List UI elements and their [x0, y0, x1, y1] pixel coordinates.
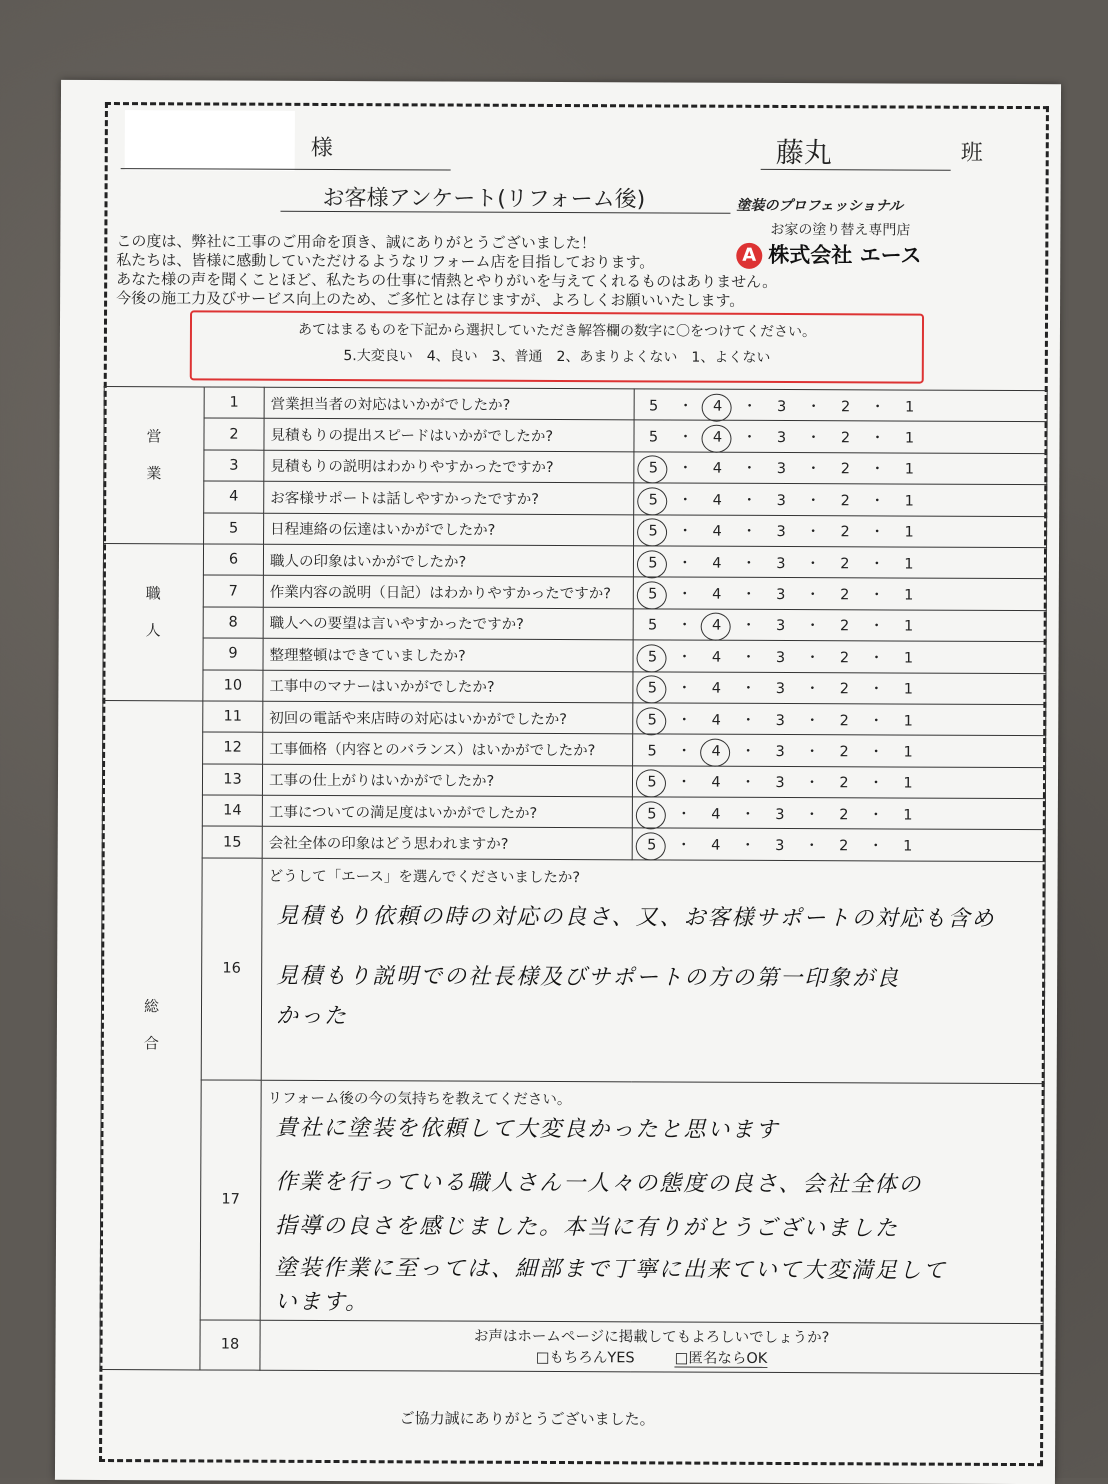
intro-text: [116, 232, 976, 312]
rating-options: [633, 671, 1046, 704]
publish-consent: [260, 1320, 1043, 1373]
separator-dot: ・: [678, 398, 693, 415]
rating-option[interactable]: 5: [640, 461, 666, 477]
question-number: 15: [202, 826, 262, 858]
separator-dot: ・: [868, 744, 884, 761]
rating-option[interactable]: 4: [711, 806, 721, 823]
rating-option[interactable]: 1: [903, 744, 913, 761]
separator-dot: ・: [677, 492, 693, 509]
question-number: 11: [203, 701, 263, 733]
question-number: 18: [200, 1320, 260, 1370]
freeform-answer[interactable]: [260, 1080, 1044, 1323]
subtagline: お家の塗り替え専門店: [770, 221, 911, 239]
rating-options: [634, 483, 1047, 516]
rating-options: [634, 389, 1047, 422]
separator-dot: ・: [676, 712, 692, 729]
rating-option[interactable]: 5: [647, 743, 657, 760]
separator-dot: ・: [805, 587, 821, 604]
rating-options: [634, 514, 1047, 547]
separator-dot: ・: [677, 523, 693, 540]
rating-option[interactable]: 2: [839, 712, 849, 729]
separator-dot: ・: [676, 774, 692, 791]
rating-option[interactable]: 1: [904, 587, 914, 604]
separator-dot: ・: [741, 586, 757, 603]
separator-dot: ・: [806, 430, 821, 447]
rating-option[interactable]: 5: [648, 617, 658, 634]
rating-option[interactable]: 5: [639, 712, 665, 728]
rating-option[interactable]: 1: [904, 556, 914, 573]
rating-option[interactable]: 3: [775, 775, 785, 792]
separator-dot: ・: [806, 398, 821, 415]
rating-option[interactable]: 3: [776, 524, 786, 541]
separator-dot: ・: [677, 617, 692, 635]
separator-dot: ・: [868, 712, 884, 730]
separator-dot: ・: [868, 838, 884, 855]
rating-option[interactable]: 2: [839, 744, 849, 761]
handwritten-answer: 見積もり依頼の時の対応の良さ、又、お客様サポートの対応も含め: [276, 903, 996, 932]
rating-option[interactable]: 3: [776, 555, 786, 572]
han-label: 班: [960, 140, 983, 166]
rating-option[interactable]: 5: [639, 775, 665, 791]
rating-option[interactable]: 1: [904, 493, 914, 510]
rating-options: [633, 734, 1046, 767]
handwritten-answer: 塗装作業に至っては、細部まで丁寧に出来ていて大変満足して: [274, 1255, 947, 1284]
question-text: 営業担当者の対応はいかがでしたか?: [264, 387, 634, 420]
question-row: [103, 669, 1046, 705]
rating-option[interactable]: 4: [704, 430, 730, 446]
question-text: 職人への要望は言いやすかったですか?: [263, 607, 633, 640]
separator-dot: ・: [678, 429, 693, 446]
question-text: 職人の印象はいかがでしたか?: [263, 544, 633, 577]
rating-option[interactable]: 2: [839, 806, 849, 824]
rating-option[interactable]: 1: [903, 713, 913, 730]
rating-option[interactable]: 4: [712, 461, 723, 478]
separator-dot: ・: [741, 618, 756, 635]
separator-dot: ・: [742, 461, 757, 478]
question-row: [103, 700, 1046, 736]
rating-option[interactable]: 1: [903, 838, 913, 855]
question-row: [104, 512, 1047, 548]
rating-option[interactable]: 2: [839, 650, 850, 667]
category-overall: 総合: [100, 700, 203, 1369]
rating-option[interactable]: 2: [839, 838, 849, 855]
instruction-box: [190, 310, 924, 383]
separator-dot: ・: [804, 712, 820, 729]
separator-dot: ・: [804, 806, 820, 823]
rating-option[interactable]: 5: [640, 586, 666, 602]
separator-dot: ・: [869, 524, 885, 541]
separator-dot: ・: [742, 429, 757, 446]
rating-option[interactable]: 3: [776, 618, 786, 635]
rating-option[interactable]: 2: [840, 430, 851, 447]
rating-option[interactable]: 4: [711, 649, 722, 666]
scale-legend: 5.大変良い 4、良い 3、普通 2、あまりよくない 1、よくない: [343, 348, 771, 366]
rating-option[interactable]: 3: [776, 461, 787, 478]
rating-option[interactable]: 2: [840, 587, 850, 604]
survey-table: [99, 386, 1047, 1374]
rating-option[interactable]: 4: [703, 744, 729, 760]
tagline: 塗装のプロフェッショナル: [736, 197, 903, 215]
rating-option[interactable]: 4: [711, 712, 721, 729]
question-row: [103, 732, 1046, 768]
instruction-line: あてはまるものを下記から選択していただき解答欄の数字に〇をつけてください。: [297, 321, 817, 341]
rating-options: [633, 609, 1046, 642]
separator-dot: ・: [806, 461, 821, 478]
rating-option[interactable]: 5: [640, 524, 666, 540]
rating-option[interactable]: 4: [712, 555, 722, 572]
question-prompt: どうして「エース」を選んでくださいましたか?: [268, 868, 581, 886]
rating-option[interactable]: 5: [639, 681, 665, 697]
separator-dot: ・: [676, 743, 692, 760]
question-row: [104, 387, 1047, 423]
question-text: 日程連絡の伝達はいかがでしたか?: [264, 513, 634, 546]
separator-dot: ・: [870, 430, 885, 447]
separator-dot: ・: [869, 618, 884, 635]
handwritten-answer: 貴社に塗装を依頼して大変良かったと思います: [275, 1115, 780, 1143]
rating-option[interactable]: 4: [712, 523, 722, 540]
rating-option[interactable]: 5: [640, 649, 666, 665]
question-prompt: お声はホームページに掲載してもよろしいでしょうか?: [473, 1328, 830, 1347]
question-number: 4: [204, 481, 264, 513]
rating-options: [633, 640, 1046, 673]
category-craftsman: 職人: [103, 543, 204, 700]
separator-dot: ・: [741, 524, 757, 541]
rating-options: [632, 828, 1045, 861]
question-text: 初回の電話や来店時の対応はいかがでしたか?: [263, 701, 633, 734]
question-row: [103, 575, 1046, 611]
question-prompt: リフォーム後の今の気持ちを教えてください。: [267, 1090, 572, 1108]
rating-option[interactable]: 3: [776, 398, 787, 415]
separator-dot: ・: [742, 398, 757, 415]
rating-option[interactable]: 4: [704, 618, 730, 634]
rating-options: [633, 577, 1046, 610]
handwritten-answer: 指導の良さを感じました。本当に有りがとうございました: [275, 1213, 900, 1242]
publish-consent-row: [100, 1319, 1043, 1373]
consent-yes-checkbox[interactable]: □もちろんYES: [535, 1350, 635, 1367]
question-text: 工事についての満足度はいかがでしたか?: [262, 795, 632, 828]
rating-options: [632, 797, 1045, 830]
rating-option[interactable]: 1: [904, 618, 914, 635]
rating-option[interactable]: 3: [775, 649, 786, 666]
rating-option[interactable]: 3: [776, 492, 786, 509]
separator-dot: ・: [869, 681, 884, 698]
question-number: 6: [203, 544, 263, 576]
question-text: 工事中のマナーはいかがでしたか?: [263, 670, 633, 703]
page-title: お客様アンケート(リフォーム後): [322, 185, 646, 213]
separator-dot: ・: [805, 681, 820, 698]
question-number: 2: [204, 418, 264, 450]
question-text: 見積もりの提出スピードはいかがでしたか?: [264, 419, 634, 452]
rating-option[interactable]: 4: [712, 492, 722, 509]
separator-dot: ・: [678, 460, 693, 478]
consent-anonymous-checkbox[interactable]: □匿名ならOK: [674, 1350, 768, 1368]
separator-dot: ・: [804, 744, 820, 761]
question-text: 作業内容の説明（日記）はわかりやすかったですか?: [263, 576, 633, 609]
separator-dot: ・: [740, 775, 756, 792]
handwritten-answer: います。: [274, 1289, 370, 1316]
rating-option[interactable]: 1: [903, 775, 913, 792]
question-row: [103, 543, 1046, 579]
question-number: 13: [202, 764, 262, 796]
separator-dot: ・: [677, 649, 692, 666]
rating-option[interactable]: 2: [840, 555, 850, 572]
rating-options: [634, 452, 1047, 485]
rating-option[interactable]: 2: [840, 461, 851, 478]
intro-line: 私たちは、皆様に感動していただけるようなリフォーム店を目指しております。: [116, 251, 655, 272]
company-name-text: 株式会社 エース: [768, 242, 922, 268]
rating-option[interactable]: 3: [775, 743, 785, 760]
separator-dot: ・: [741, 555, 757, 572]
staff-name: 藤丸: [775, 135, 832, 170]
question-row: [103, 606, 1046, 642]
footer-thanks: ご協力誠にありがとうございました。: [399, 1409, 655, 1429]
separator-dot: ・: [677, 680, 692, 697]
rating-option[interactable]: 4: [712, 586, 722, 603]
question-row: [104, 418, 1047, 454]
rating-option[interactable]: 4: [711, 775, 721, 792]
rating-options: [634, 420, 1047, 453]
rating-option[interactable]: 4: [711, 680, 722, 697]
separator-dot: ・: [741, 492, 757, 509]
rating-option[interactable]: 1: [904, 524, 914, 541]
redacted-name: [125, 110, 295, 171]
rating-option[interactable]: 5: [640, 555, 666, 571]
separator-dot: ・: [740, 712, 756, 729]
separator-dot: ・: [869, 493, 885, 510]
company-logo-icon: A: [736, 243, 762, 269]
rating-options: [633, 703, 1046, 736]
question-number: 12: [203, 732, 263, 764]
rating-options: [633, 546, 1046, 579]
separator-dot: ・: [676, 806, 692, 823]
question-text: 見積もりの説明はわかりやすかったですか?: [264, 450, 634, 483]
intro-line: あなた様の声を聞くことほど、私たちの仕事に情熱とやりがいを与えてくれるものはありません。: [116, 270, 778, 291]
question-text: 工事の仕上がりはいかがでしたか?: [262, 764, 632, 797]
separator-dot: ・: [804, 838, 820, 855]
separator-dot: ・: [740, 837, 756, 855]
separator-dot: ・: [741, 681, 756, 698]
question-number: 14: [202, 795, 262, 827]
rating-option[interactable]: 5: [640, 492, 666, 508]
separator-dot: ・: [869, 587, 885, 604]
rating-option[interactable]: 1: [904, 399, 915, 416]
separator-dot: ・: [869, 555, 885, 573]
separator-dot: ・: [805, 492, 821, 510]
rating-option[interactable]: 1: [904, 430, 915, 447]
rating-option[interactable]: 1: [904, 461, 915, 479]
rating-option[interactable]: 4: [705, 398, 731, 414]
separator-dot: ・: [740, 806, 756, 823]
question-text: 会社全体の印象はどう思われますか?: [262, 827, 632, 860]
question-number: 1: [204, 387, 264, 419]
separator-dot: ・: [676, 837, 692, 854]
separator-dot: ・: [869, 650, 884, 667]
question-row: [104, 449, 1047, 485]
rating-option[interactable]: 3: [776, 430, 787, 447]
separator-dot: ・: [740, 743, 756, 760]
separator-dot: ・: [805, 618, 820, 635]
separator-dot: ・: [868, 807, 884, 824]
separator-dot: ・: [805, 555, 821, 572]
separator-dot: ・: [805, 649, 820, 666]
separator-dot: ・: [870, 461, 885, 478]
question-number: 9: [203, 638, 263, 670]
question-number: 16: [201, 858, 262, 1080]
rating-option[interactable]: 4: [711, 837, 721, 854]
category-sales: 営業: [104, 387, 205, 544]
freeform-answer[interactable]: [261, 858, 1045, 1083]
separator-dot: ・: [741, 649, 756, 666]
survey-sheet: [55, 80, 1061, 1484]
question-text: お客様サポートは話しやすかったですか?: [264, 481, 634, 514]
separator-dot: ・: [677, 586, 693, 603]
freeform-row: [101, 857, 1045, 1083]
question-row: [102, 763, 1045, 799]
rating-option[interactable]: 5: [639, 806, 665, 822]
question-row: [103, 638, 1046, 674]
separator-dot: ・: [805, 524, 821, 541]
question-number: 5: [204, 513, 264, 545]
separator-dot: ・: [804, 775, 820, 792]
rating-option[interactable]: 5: [648, 429, 659, 446]
rating-option[interactable]: 5: [639, 838, 665, 854]
rating-option[interactable]: 1: [903, 650, 914, 667]
intro-line: 今後の施工力及びサービス向上のため、ご多忙とは存じますが、よろしくお願いいたします。: [116, 289, 745, 310]
rating-option[interactable]: 3: [776, 586, 786, 604]
rating-option[interactable]: 2: [840, 398, 851, 415]
question-number: 17: [200, 1080, 261, 1320]
question-text: 工事価格（内容とのバランス）はいかがでしたか?: [263, 733, 633, 766]
handwritten-answer: 見積もり説明での社長様及びサポートの方の第一印象が良: [276, 963, 901, 992]
separator-dot: ・: [870, 399, 885, 416]
question-row: [102, 795, 1045, 831]
question-number: 7: [203, 575, 263, 607]
rating-option[interactable]: 1: [903, 681, 914, 698]
rating-option[interactable]: 3: [775, 681, 786, 698]
rating-options: [632, 766, 1045, 799]
question-number: 8: [203, 607, 263, 639]
question-number: 3: [204, 450, 264, 482]
question-row: [104, 481, 1047, 517]
sama-label: 様: [310, 135, 333, 162]
rating-option[interactable]: 5: [648, 398, 659, 415]
intro-line: この度は、弊社に工事のご用命を頂き、誠にありがとうございました！: [116, 232, 596, 253]
question-number: 10: [203, 669, 263, 701]
rating-option[interactable]: 2: [840, 618, 850, 635]
rating-option[interactable]: 3: [775, 806, 785, 823]
freeform-row: [100, 1079, 1044, 1323]
rating-option[interactable]: 2: [840, 524, 850, 541]
rating-option[interactable]: 3: [775, 838, 785, 855]
rating-option[interactable]: 1: [903, 807, 913, 824]
rating-option[interactable]: 3: [775, 712, 785, 729]
handwritten-answer: 作業を行っている職人さん一人々の態度の良さ、会社全体の: [275, 1169, 923, 1198]
rating-option[interactable]: 2: [840, 493, 850, 510]
handwritten-answer: かった: [275, 1003, 349, 1029]
question-row: [102, 826, 1045, 862]
question-text: 整理整頓はできていましたか?: [263, 638, 633, 671]
rating-option[interactable]: 2: [839, 775, 849, 792]
separator-dot: ・: [677, 555, 693, 572]
rating-option[interactable]: 2: [839, 681, 850, 698]
separator-dot: ・: [868, 775, 884, 792]
